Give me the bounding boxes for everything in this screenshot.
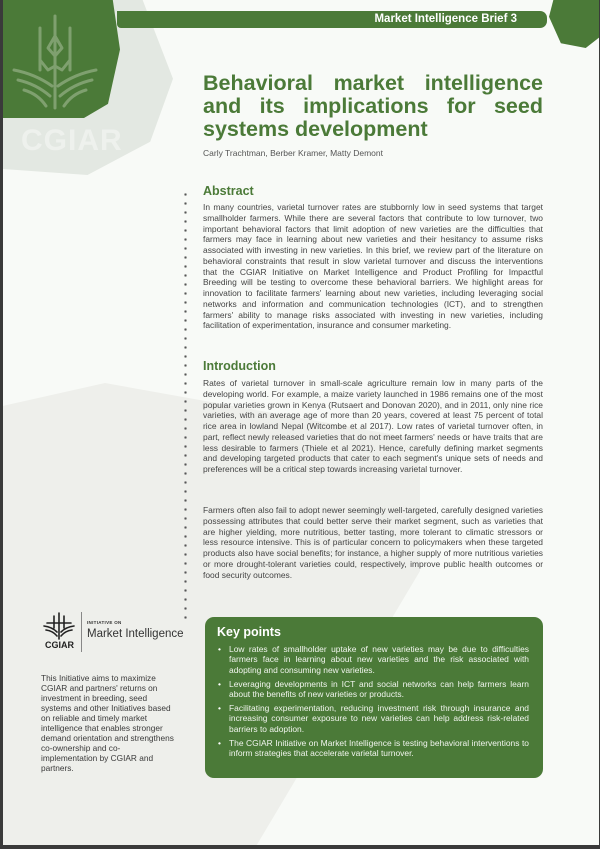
key-point-text: Leveraging developments in ICT and social networks can help farmers learn about the benefits of new varieties or products. bbox=[229, 678, 529, 700]
logo-org-name: CGIAR bbox=[45, 640, 74, 650]
bullet-icon: • bbox=[218, 737, 221, 748]
series-label: Market Intelligence Brief 3 bbox=[374, 13, 517, 25]
key-point-text: Low rates of smallholder uptake of new varieties may be due to difficulties farmers face in learning about new varieties and the risk associated with adopting and consuming new varieties. bbox=[229, 644, 529, 675]
dotted-divider bbox=[184, 190, 187, 622]
page-title: Behavioral market intelligence and its implications for seed systems development bbox=[203, 71, 543, 141]
cgiar-watermark: CGIAR bbox=[21, 124, 123, 157]
cgiar-logo-icon bbox=[43, 612, 75, 640]
cgiar-wheat-icon bbox=[10, 8, 100, 112]
authors: Carly Trachtman, Berber Kramer, Matty Demont bbox=[203, 148, 383, 158]
key-point-item bbox=[217, 644, 529, 675]
decorative-hexagon-green bbox=[3, 0, 120, 118]
key-points-list bbox=[217, 644, 529, 762]
bullet-icon: • bbox=[218, 678, 221, 689]
key-points-box bbox=[205, 617, 543, 778]
document-page bbox=[3, 0, 599, 845]
logo-initiative-name: Market Intelligence bbox=[87, 628, 184, 640]
logo-initiative-label: INITIATIVE ON bbox=[87, 620, 122, 625]
bullet-icon: • bbox=[218, 703, 221, 714]
introduction-paragraph: Rates of varietal turnover in small-scale agriculture remain low in many parts of the developing world. For example, a maize variety launched in 1986 remains one of the most popular varieties grown in Kenya (Rutsaert and Donovan 2020), and in 2011, only nine rice varieties, with an average age of more than 20 years, covered at least 75 percent of total rice area in lowland Nepal (Witcombe et al 2017). Low rates of varietal turnover often, in part, reflect newly released varieties that do not meet farmers' needs or have traits that are less desirable to farmers (Thiele et al 2021). Hence, carefully defining market segments and developing targeted products that cater to each segment's unique sets of needs and preferences will be a critical step towards increasing varietal turnover. bbox=[203, 378, 543, 474]
introduction-heading: Introduction bbox=[203, 359, 276, 373]
logo-divider bbox=[81, 612, 82, 652]
key-points-heading: Key points bbox=[217, 625, 281, 639]
key-point-item bbox=[217, 738, 529, 759]
key-point-text: The CGIAR Initiative on Market Intelligence is testing behavioral interventions to inform strategies that accelerate varietal turnover. bbox=[229, 737, 529, 759]
series-banner bbox=[117, 11, 547, 28]
key-point-item bbox=[217, 679, 529, 700]
bullet-icon: • bbox=[218, 644, 221, 654]
introduction-paragraph: Farmers often also fail to adopt newer seemingly well-targeted, carefully designed varieties possessing attributes that could better serve their market segment, such as varieties that are higher yielding, more nutritious, better tasting, more tolerant to climatic stressors or less resource intensive. This is of particular concern to policymakers when these targeted products also have social benefits; for instance, a higher supply of more nutritious varieties or more drought-tolerant varieties could, respectively, improve public health outcomes or food security outcomes. bbox=[203, 505, 543, 580]
abstract-text: In many countries, varietal turnover rates are stubbornly low in seed systems that target smallholder farmers. While there are several factors that contribute to low turnover, two important behavioral factors that limit adoption of new varieties are the difficulties that farmers may face in learning about new varieties and their hesitancy to assume risks associated with investing in new varieties. In this brief, we review part of the literature on behavioral constraints that result in slow varietal turnover and discuss the interventions that the CGIAR Initiative on Market Intelligence and Product Profiling for Impactful Breeding will be testing to overcome these behavioral barriers. We highlight areas for innovation to facilitate farmers' learning about new varieties, including leveraging social networks and information and communication technologies (ICT), and to strengthen farmers' ability to manage risks associated with investing in new varieties, including facilitation of experimentation, insurance and consumer marketing. bbox=[203, 202, 543, 331]
key-point-text: Facilitating experimentation, reducing investment risk through insurance and increasing consumer exposure to new varieties can help address risk-related barriers to adoption. bbox=[229, 703, 529, 734]
abstract-heading: Abstract bbox=[203, 184, 254, 198]
initiative-description: This Initiative aims to maximize CGIAR and partners' returns on investment in breeding, seed systems and other Initiatives based on reliable and timely market intelligence that enables stronger demand orientation and strengthens co-ownership and co-implementation by CGIAR and partners. bbox=[41, 673, 174, 773]
decorative-hexagon-corner bbox=[549, 0, 599, 48]
key-point-item bbox=[217, 703, 529, 734]
initiative-logo bbox=[39, 610, 184, 654]
